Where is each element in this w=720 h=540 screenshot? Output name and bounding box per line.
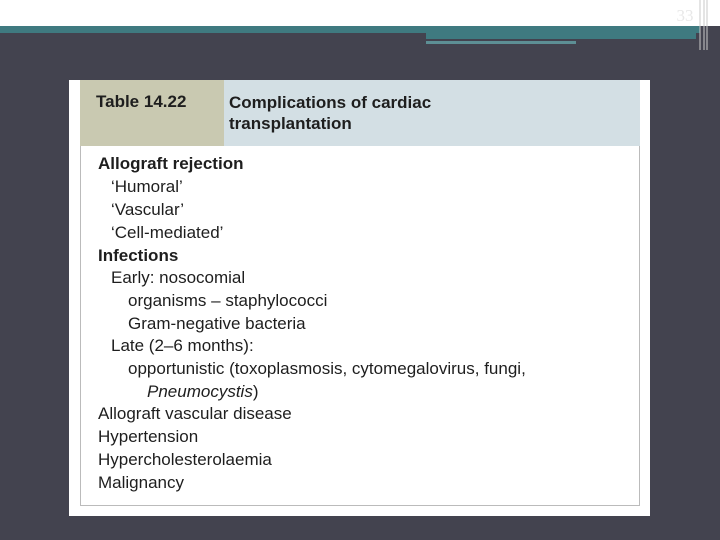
row-cell-mediated: ‘Cell-mediated’ [111,223,224,242]
table-number: Table 14.22 [96,92,187,111]
table-title [229,92,629,134]
corner-decoration [697,0,720,50]
row-humoral: ‘Humoral’ [111,177,183,196]
row-heading-allograft-rejection: Allograft rejection [98,154,244,173]
table-header [80,80,640,146]
accent-bar-secondary [426,33,696,39]
table-number-cell [80,80,224,146]
row-staphylococci: organisms – staphylococci [128,291,328,310]
slide-number: 33 [676,6,694,25]
closing-paren: ) [252,382,259,401]
table-title-line-2: transplantation [229,114,352,133]
row-allograft-vascular-disease: Allograft vascular disease [98,404,292,423]
row-pneumocystis [147,382,259,402]
accent-bar [0,26,700,33]
slide-top-band [0,0,720,26]
row-hypertension: Hypertension [98,427,199,446]
table-image [69,80,650,516]
row-malignancy: Malignancy [98,473,184,492]
table-title-line-1: Complications of cardiac [229,93,432,112]
row-hypercholesterolaemia: Hypercholesterolaemia [98,450,272,469]
row-opportunistic: opportunistic (toxoplasmosis, cytomegalovirus, fungi, [128,359,526,378]
accent-bar-faint [426,41,576,44]
row-vascular: ‘Vascular’ [111,200,185,219]
row-late: Late (2–6 months): [111,336,254,355]
table-body [80,146,640,506]
row-heading-infections: Infections [98,246,179,265]
pneumocystis-italic: Pneumocystis [147,382,253,401]
row-early-nosocomial: Early: nosocomial [111,268,246,287]
row-gram-negative: Gram-negative bacteria [128,314,306,333]
